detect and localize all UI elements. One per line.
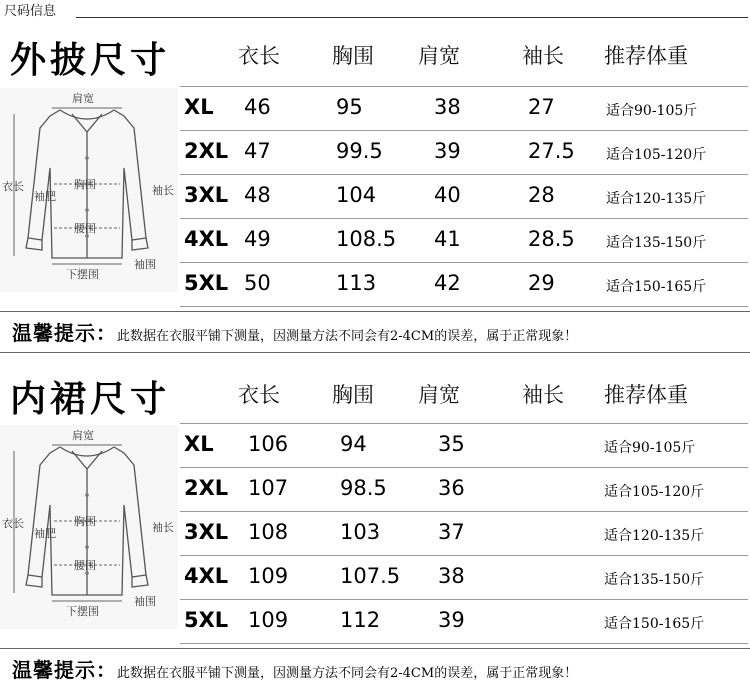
cell-shoulder: 36 [438, 476, 465, 500]
notice-rule [0, 352, 750, 353]
shirt-diagram [0, 425, 178, 629]
cell-chest: 104 [336, 183, 377, 207]
cell-chest: 103 [340, 520, 381, 544]
cell-weight: 适合90-105斤 [606, 103, 698, 119]
diagram-label-hem: 下摆围 [66, 268, 99, 281]
diagram-label-chest: 胸围 [74, 515, 96, 528]
cell-shoulder: 37 [438, 520, 465, 544]
cell-sleeve: 29 [528, 271, 555, 295]
diagram-label-waist: 腰围 [74, 222, 96, 235]
diagram-label-length: 衣长 [2, 180, 24, 193]
col-head-shoulder: 肩宽 [418, 44, 460, 68]
cell-weight: 适合120-135斤 [606, 191, 707, 207]
notice [12, 658, 577, 686]
cell-length: 109 [248, 608, 289, 632]
cell-size: 3XL [184, 520, 229, 544]
cell-length: 108 [248, 520, 289, 544]
cell-chest: 95 [336, 95, 363, 119]
table-row [180, 555, 748, 598]
cell-size: XL [184, 95, 214, 119]
cell-weight: 适合135-150斤 [606, 235, 707, 251]
col-head-sleeve: 袖长 [522, 383, 564, 407]
cell-size: 2XL [184, 139, 229, 163]
diagram-label-cuff: 袖围 [134, 595, 156, 608]
cell-size: 4XL [184, 564, 229, 588]
diagram-label-chest: 胸围 [74, 178, 96, 191]
table-row [180, 599, 748, 642]
notice-text: 此数据在衣服平铺下测量，因测量方法不同会有2-4CM的误差，属于正常现象！ [117, 666, 578, 681]
col-head-length: 衣长 [238, 44, 280, 68]
header-rule [76, 17, 748, 18]
cell-length: 109 [248, 564, 289, 588]
cell-length: 49 [244, 227, 271, 251]
cell-shoulder: 40 [434, 183, 461, 207]
cell-sleeve: 27.5 [528, 139, 575, 163]
table-row [180, 423, 748, 466]
table-row [180, 511, 748, 554]
cell-weight: 适合150-165斤 [604, 616, 705, 632]
notice-label: 温馨提示： [12, 658, 117, 682]
col-head-length: 衣长 [238, 383, 280, 407]
cell-weight: 适合150-165斤 [606, 279, 707, 295]
table-row [180, 262, 748, 305]
cell-sleeve: 28.5 [528, 227, 575, 251]
cell-chest: 98.5 [340, 476, 387, 500]
cell-shoulder: 38 [434, 95, 461, 119]
cell-chest: 107.5 [340, 564, 401, 588]
diagram-label-waist: 腰围 [74, 559, 96, 572]
col-head-weight: 推荐体重 [604, 44, 688, 68]
col-head-chest: 胸围 [332, 383, 374, 407]
cell-shoulder: 39 [434, 139, 461, 163]
diagram-label-sleeve-width: 袖肥 [34, 190, 56, 203]
cell-size: 2XL [184, 476, 229, 500]
cell-chest: 99.5 [336, 139, 383, 163]
notice-text: 此数据在衣服平铺下测量，因测量方法不同会有2-4CM的误差，属于正常现象！ [117, 329, 578, 344]
cell-chest: 94 [340, 432, 367, 456]
cell-sleeve: 28 [528, 183, 555, 207]
row-divider [180, 306, 748, 307]
col-head-sleeve: 袖长 [522, 44, 564, 68]
diagram-label-length: 衣长 [2, 517, 24, 530]
cell-size: 5XL [184, 608, 229, 632]
cell-length: 47 [244, 139, 271, 163]
diagram-label-shoulder: 肩宽 [72, 92, 94, 105]
cell-weight: 适合105-120斤 [606, 147, 707, 163]
cell-weight: 适合90-105斤 [604, 440, 696, 456]
col-head-weight: 推荐体重 [604, 383, 688, 407]
cell-size: XL [184, 432, 214, 456]
cell-weight: 适合120-135斤 [604, 528, 705, 544]
diagram-label-sleeve-length: 袖长 [152, 184, 174, 197]
cell-weight: 适合105-120斤 [604, 484, 705, 500]
table-row [180, 86, 748, 129]
cell-chest: 112 [340, 608, 381, 632]
cell-shoulder: 41 [434, 227, 461, 251]
section-title: 内裙尺寸 [10, 378, 171, 420]
col-head-shoulder: 肩宽 [418, 383, 460, 407]
notice-rule [0, 648, 750, 649]
cell-weight: 适合135-150斤 [604, 572, 705, 588]
table-row [180, 467, 748, 510]
cell-shoulder: 35 [438, 432, 465, 456]
shirt-diagram [0, 88, 178, 292]
diagram-label-sleeve-length: 袖长 [152, 521, 174, 534]
diagram-label-cuff: 袖围 [134, 258, 156, 271]
cell-sleeve: 27 [528, 95, 555, 119]
diagram-label-hem: 下摆围 [66, 605, 99, 618]
row-divider [180, 643, 748, 644]
cell-chest: 108.5 [336, 227, 397, 251]
cell-length: 48 [244, 183, 271, 207]
diagram-label-shoulder: 肩宽 [72, 429, 94, 442]
diagram-label-sleeve-width: 袖肥 [34, 527, 56, 540]
table-row [180, 218, 748, 261]
cell-chest: 113 [336, 271, 377, 295]
notice [12, 321, 577, 349]
header-label: 尺码信息 [4, 4, 57, 19]
table-row [180, 174, 748, 217]
cell-length: 106 [248, 432, 289, 456]
section-title: 外披尺寸 [10, 39, 171, 81]
cell-shoulder: 38 [438, 564, 465, 588]
notice-rule [0, 311, 750, 312]
cell-length: 107 [248, 476, 289, 500]
cell-shoulder: 42 [434, 271, 461, 295]
notice-label: 温馨提示： [12, 321, 117, 345]
cell-size: 3XL [184, 183, 229, 207]
cell-size: 4XL [184, 227, 229, 251]
cell-size: 5XL [184, 271, 229, 295]
cell-length: 46 [244, 95, 271, 119]
cell-shoulder: 39 [438, 608, 465, 632]
table-row [180, 130, 748, 173]
cell-length: 50 [244, 271, 271, 295]
col-head-chest: 胸围 [332, 44, 374, 68]
